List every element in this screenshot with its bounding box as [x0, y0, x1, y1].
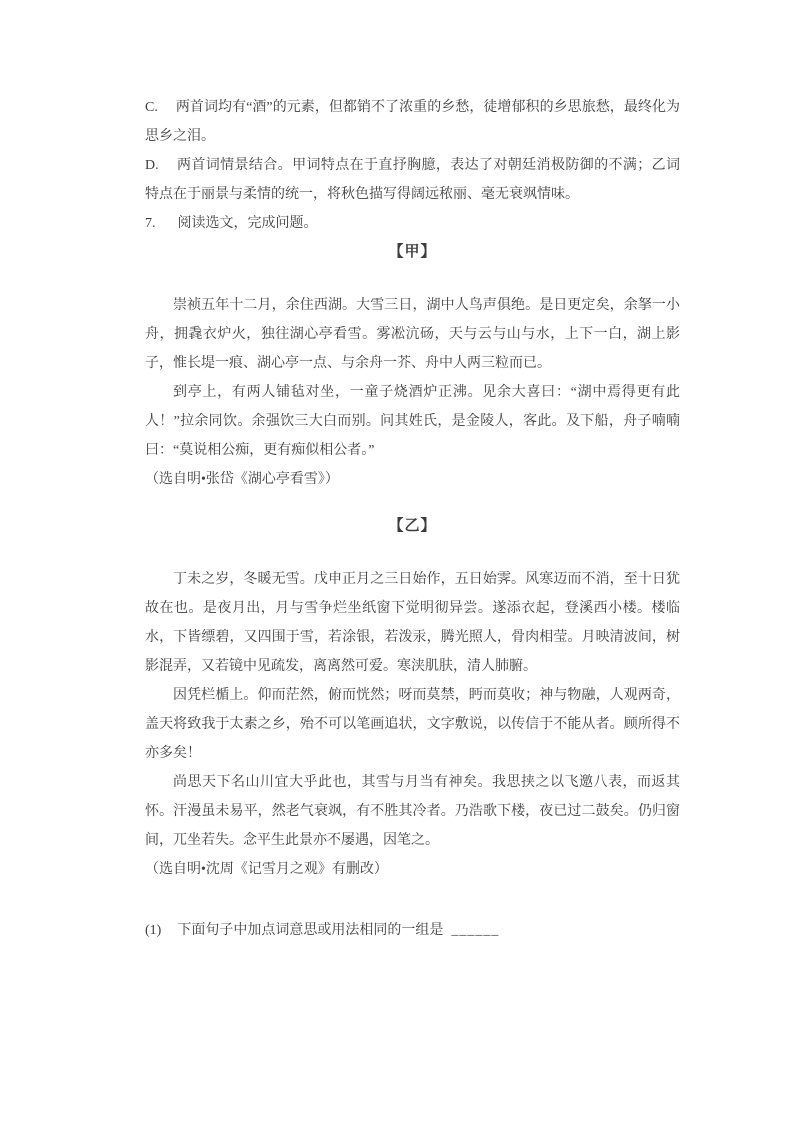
- question-7: [145, 209, 680, 238]
- passage-jia-heading: 【甲】: [388, 244, 437, 260]
- sub-question-1-number: (1): [145, 923, 162, 938]
- option-d-text: 两首词情景结合。甲词特点在于直抒胸臆，表达了对朝廷消极防御的不满；乙词特点在于丽景与柔情的统一，将秋色描写得阔远秾丽、毫无衰飒情味。: [145, 158, 680, 202]
- passage-yi-paragraph-2: 因凭栏楯上。仰而茫然，俯而恍然；呀而莫禁，眄而莫收；神与物融，人观两奇，盖天将致我于太素之乡，殆不可以笔画追状，文字敷说，以传信于不能从者。顾所得不亦多矣！: [145, 688, 680, 761]
- passage-yi-source: （选自明•沈周《记雪月之观》有删改）: [145, 862, 388, 877]
- passage-jia-paragraph-1: 崇祯五年十二月，余住西湖。大雪三日，湖中人鸟声俱绝。是日更定矣，余拏一小舟，拥毳衣炉火，独往湖心亭看雪。雾凇沆砀，天与云与山与水，上下一白，湖上影子，惟长堤一痕、湖心亭一点、与余舟一芥、舟中人两三粒而已。: [145, 298, 680, 371]
- option-c-text: 两首词均有“酒”的元素，但都销不了浓重的乡愁，徒增郁积的乡思旅愁，最终化为思乡之泪。: [145, 100, 680, 144]
- option-d-label: D.: [145, 158, 159, 173]
- sub-question-1: [145, 916, 680, 945]
- exam-page: [145, 0, 680, 945]
- passage-yi-heading: 【乙】: [388, 518, 437, 534]
- passage-jia-source: （选自明•张岱《湖心亭看雪》）: [145, 472, 339, 487]
- option-d: [145, 151, 680, 209]
- passage-yi-paragraph-3: 尚思天下名山川宜大乎此也，其雪与月当有神矣。我思挟之以飞邀八表，而返其怀。汗漫虽未易平，然老气衰飒，有不胜其冷者。乃浩歌下楼，夜已过二鼓矣。仍归窗间，兀坐若失。念平生此景亦不屡遇，因笔之。: [145, 775, 680, 848]
- answer-blank: ______: [451, 923, 500, 938]
- question-7-text: 阅读选文，完成问题。: [177, 216, 318, 231]
- question-7-number: 7.: [145, 216, 156, 231]
- option-c: [145, 93, 680, 151]
- passage-jia-paragraph-2: 到亭上，有两人铺毡对坐，一童子烧酒炉正沸。见余大喜曰：“湖中焉得更有此人！”拉余同饮。余强饮三大白而别。问其姓氏，是金陵人，客此。及下船，舟子喃喃曰：“莫说相公痴，更有痴似相公者。”: [145, 385, 680, 458]
- sub-question-1-text: 下面句子中加点词意思或用法相同的一组是: [177, 923, 444, 938]
- passage-yi-paragraph-1: 丁未之岁，冬暖无雪。戊申正月之三日始作，五日始霁。风寒迈而不消，至十日犹故在也。是夜月出，月与雪争烂坐纸窗下觉明彻异尝。遂添衣起，登溪西小楼。楼临水，下皆缥碧，又四围于雪，若涂银，若泼汞，腾光照人，骨肉相莹。月映清波间，树影混弄，又若镜中见疏发，离离然可爱。寒浃肌肤，清人肺腑。: [145, 572, 680, 674]
- option-c-label: C.: [145, 100, 158, 115]
